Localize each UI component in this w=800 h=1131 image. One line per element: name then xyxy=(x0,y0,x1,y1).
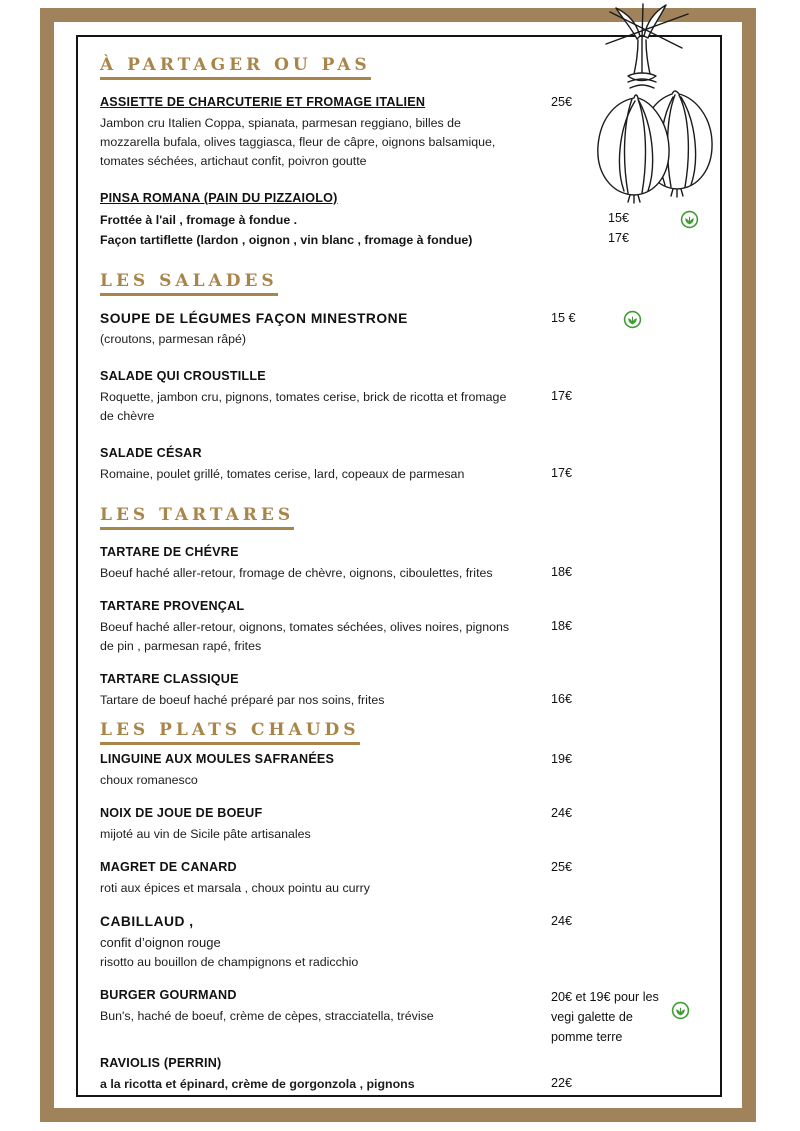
menu-item-linguine xyxy=(100,751,706,790)
item-description: Jambon cru Italien Coppa, spianata, parmesan reggiano, billes de mozzarella bufala, olives taggiasca, fleur de câpre, oignons balsamique, tomates séchées, artichaut confit, poivron goutte xyxy=(100,116,496,168)
variant-text: Façon tartiflette (lardon , oignon , vin blanc , fromage à fondue) xyxy=(100,233,473,247)
menu-item-salade-cesar xyxy=(100,445,706,484)
section-title: LES TARTARES xyxy=(100,505,294,530)
item-title: PINSA ROMANA (PAIN DU PIZZAIOLO) xyxy=(100,191,338,205)
item-description: choux romanesco xyxy=(100,773,198,787)
menu-item-soupe xyxy=(100,310,706,349)
icon-slot xyxy=(669,987,697,1020)
item-title: TARTARE CLASSIQUE xyxy=(100,672,239,686)
item-price: 16€ xyxy=(551,692,573,706)
section-header-plats-chauds xyxy=(100,718,706,751)
variant-price: 17€ xyxy=(608,231,630,245)
item-price: 24€ xyxy=(551,914,573,928)
item-price: 19€ xyxy=(551,752,573,766)
item-description: Bun's, haché de boeuf, crème de cèpes, stracciatella, trévise xyxy=(100,1009,434,1023)
item-main xyxy=(100,1055,545,1094)
garlic-illustration xyxy=(548,2,738,237)
item-title: CABILLAUD , xyxy=(100,914,194,929)
item-title: TARTARE DE CHÉVRE xyxy=(100,545,239,559)
variant-text: Frottée à l'ail , fromage à fondue . xyxy=(100,213,298,227)
menu-item-tartare-chevre xyxy=(100,544,706,583)
item-title: MAGRET DE CANARD xyxy=(100,860,237,874)
section-header-tartares xyxy=(100,503,706,544)
vegetarian-icon xyxy=(623,310,642,329)
item-description: a la ricotta et épinard, crème de gorgonzola , pignons xyxy=(100,1077,415,1091)
item-price: 25€ xyxy=(551,860,573,874)
item-price: 15 € xyxy=(551,311,576,325)
item-description: Romaine, poulet grillé, tomates cerise, lard, copeaux de parmesan xyxy=(100,467,465,481)
item-description: (croutons, parmesan râpé) xyxy=(100,332,247,346)
item-main xyxy=(100,751,545,790)
item-title: TARTARE PROVENÇAL xyxy=(100,599,245,613)
item-main xyxy=(100,310,545,349)
item-price: 18€ xyxy=(551,619,573,633)
section-title: LES PLATS CHAUDS xyxy=(100,720,360,745)
item-description: Tartare de boeuf haché préparé par nos soins, frites xyxy=(100,693,385,707)
item-title: ASSIETTE DE CHARCUTERIE ET FROMAGE ITALIEN xyxy=(100,95,426,109)
menu-item-burger xyxy=(100,987,706,1047)
item-title: RAVIOLIS (PERRIN) xyxy=(100,1056,222,1070)
item-main xyxy=(100,445,545,484)
menu-item-salade-croustille xyxy=(100,368,706,426)
section-header-salades xyxy=(100,269,706,310)
menu-item-tartare-provencal xyxy=(100,598,706,656)
item-description: mijoté au vin de Sicile pâte artisanales xyxy=(100,827,311,841)
menu-item-noix-de-joue xyxy=(100,805,706,844)
item-price: 22€ xyxy=(551,1076,573,1090)
item-title: LINGUINE AUX MOULES SAFRANÉES xyxy=(100,752,335,766)
item-title: SOUPE DE LÉGUMES FAÇON MINESTRONE xyxy=(100,311,408,326)
item-main xyxy=(100,368,545,426)
variant-price: 15€ xyxy=(608,211,630,225)
item-title: SALADE QUI CROUSTILLE xyxy=(100,369,266,383)
item-subtitle: confit d’oignon rouge xyxy=(100,935,221,950)
item-title: SALADE CÉSAR xyxy=(100,446,202,460)
item-price: 25€ xyxy=(551,95,573,109)
section-title: LES SALADES xyxy=(100,271,278,296)
menu-item-magret xyxy=(100,859,706,898)
item-description: Boeuf haché aller-retour, fromage de chèvre, oignons, ciboulettes, frites xyxy=(100,566,493,580)
item-main xyxy=(100,94,545,171)
item-main xyxy=(100,805,545,844)
item-description: risotto au bouillon de champignons et radicchio xyxy=(100,955,359,969)
menu-item-tartare-classique xyxy=(100,671,706,710)
item-price: 20€ et 19€ pour les vegi galette de pomme terre xyxy=(551,990,659,1044)
item-title: NOIX DE JOUE DE BOEUF xyxy=(100,806,263,820)
item-title: BURGER GOURMAND xyxy=(100,988,237,1002)
menu-item-raviolis xyxy=(100,1055,706,1094)
item-main xyxy=(100,671,545,710)
item-price: 18€ xyxy=(551,565,573,579)
item-price: 17€ xyxy=(551,389,573,403)
item-description: Boeuf haché aller-retour, oignons, tomates séchées, olives noires, pignons de pin , parmesan rapé, frites xyxy=(100,620,510,653)
vegetarian-icon xyxy=(671,1001,690,1020)
item-main xyxy=(100,598,545,656)
menu-item-cabillaud xyxy=(100,913,706,972)
item-description: roti aux épices et marsala , choux pointu au curry xyxy=(100,881,370,895)
item-main xyxy=(100,913,545,972)
item-price: 24€ xyxy=(551,806,573,820)
item-description: Roquette, jambon cru, pignons, tomates cerise, brick de ricotta et fromage de chèvre xyxy=(100,390,507,423)
item-main xyxy=(100,544,545,583)
item-main xyxy=(100,859,545,898)
item-main xyxy=(100,987,545,1026)
icon-slot xyxy=(621,310,649,329)
item-price: 17€ xyxy=(551,466,573,480)
section-title: À PARTAGER OU PAS xyxy=(100,55,371,80)
